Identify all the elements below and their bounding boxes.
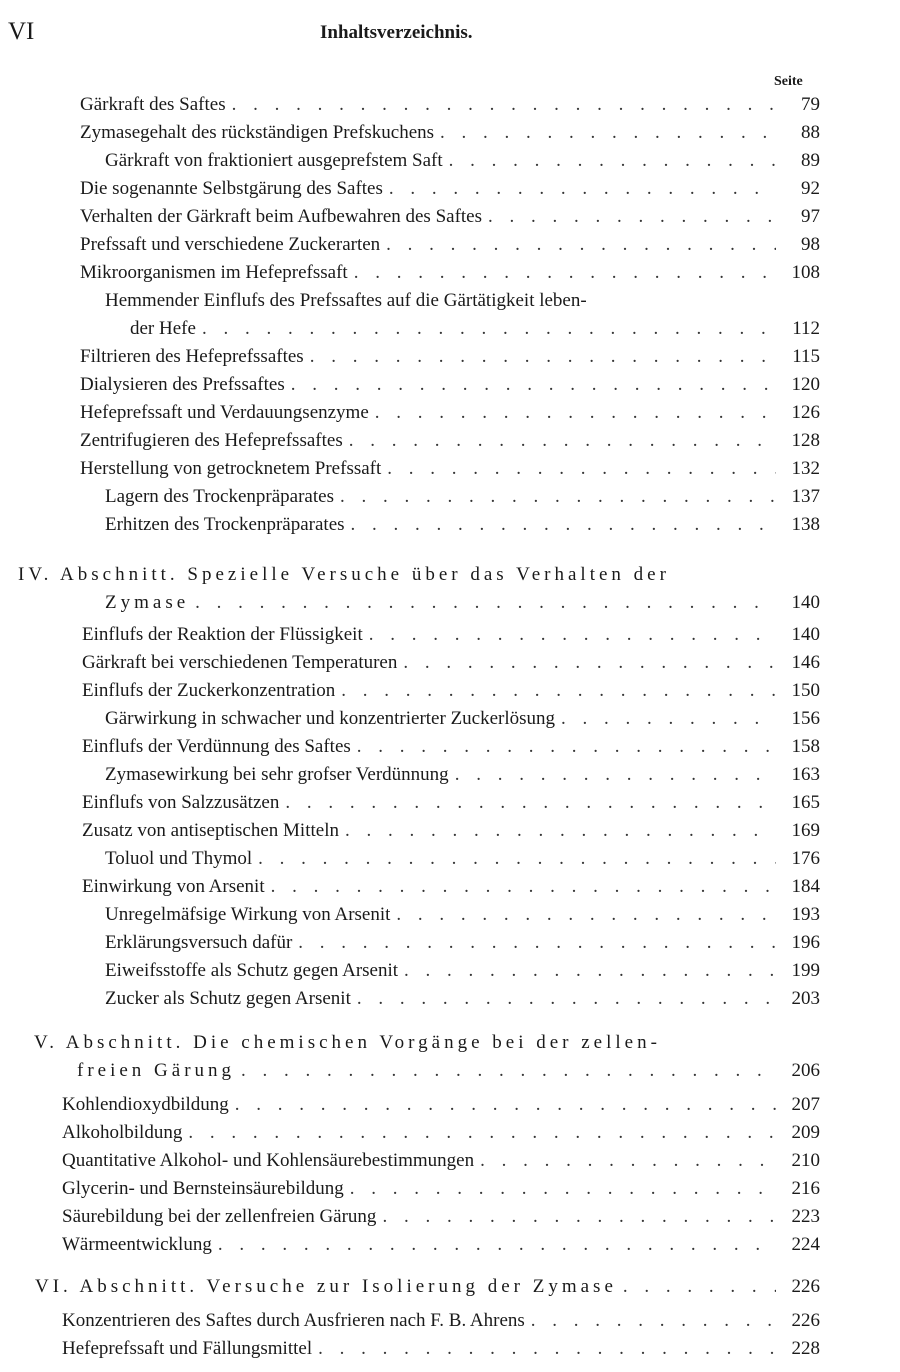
dot-leader: [443, 148, 776, 174]
toc-entry-page: 169: [791, 820, 820, 841]
toc-entry-page: 207: [791, 1094, 820, 1115]
toc-entry-page: 184: [791, 876, 820, 897]
toc-entry-title: Gärkraft bei verschiedenen Temperaturen: [82, 652, 398, 673]
dot-leader: [380, 232, 776, 258]
toc-entry: [105, 958, 820, 984]
toc-entry-page: 108: [791, 262, 820, 283]
page-number: VI: [8, 18, 35, 45]
toc-entry: [105, 148, 820, 174]
toc-entry: [62, 1336, 820, 1362]
toc-entry: [80, 176, 820, 202]
toc-entry-title: Einflufs der Zuckerkonzentration: [82, 680, 336, 701]
toc-entry: [82, 622, 820, 648]
dot-leader: [381, 456, 776, 482]
toc-entry: [105, 288, 790, 314]
dot-leader: [339, 818, 776, 844]
toc-entry-page: 97: [801, 206, 820, 227]
dot-leader: [345, 512, 776, 538]
toc-entry-page: 128: [791, 430, 820, 451]
toc-entry: [105, 846, 820, 872]
dot-leader: [189, 590, 776, 616]
toc-entry-page: 120: [791, 374, 820, 395]
toc-entry: [105, 762, 820, 788]
toc-entry: [105, 902, 820, 928]
dot-leader: [285, 372, 776, 398]
toc-entry-title: Alkoholbildung: [62, 1122, 183, 1143]
dot-leader: [376, 1204, 776, 1230]
dot-leader: [304, 344, 776, 370]
toc-entry-title: Einflufs der Reaktion der Flüssigkeit: [82, 624, 363, 645]
toc-entry-title: Einflufs von Salzzusätzen: [82, 792, 280, 813]
toc-entry-page: 115: [792, 346, 820, 367]
toc-entry-page: 138: [791, 514, 820, 535]
toc-entry: [62, 1232, 820, 1258]
toc-entry-title: Toluol und Thymol: [105, 848, 253, 869]
dot-leader: [398, 958, 776, 984]
toc-entry: [82, 874, 820, 900]
toc-entry: [77, 1058, 820, 1084]
toc-entry-page: 228: [791, 1338, 820, 1359]
toc-entry: [105, 512, 820, 538]
toc-entry-page: 163: [791, 764, 820, 785]
dot-leader: [351, 734, 776, 760]
toc-entry: [80, 372, 820, 398]
toc-entry-page: 150: [791, 680, 820, 701]
dot-leader: [344, 1176, 776, 1202]
toc-entry: [62, 1176, 820, 1202]
toc-entry-page: 224: [791, 1234, 820, 1255]
dot-leader: [279, 790, 776, 816]
toc-entry-page: 206: [791, 1060, 820, 1081]
toc-entry-page: 176: [791, 848, 820, 869]
toc-entry-title: Hefeprefssaft und Verdauungsenzyme: [80, 402, 369, 423]
toc-entry-page: 158: [791, 736, 820, 757]
toc-entry-page: 140: [791, 624, 820, 645]
dot-leader: [397, 650, 776, 676]
toc-entry-title: Die sogenannte Selbstgärung des Saftes: [80, 178, 383, 199]
toc-entry: [34, 1030, 790, 1056]
toc-entry-title: Gärkraft des Saftes: [80, 94, 226, 115]
dot-leader: [525, 1308, 776, 1334]
toc-entry-page: 92: [801, 178, 820, 199]
toc-entry-title: V. Abschnitt. Die chemischen Vorgänge bei der zellen-: [34, 1032, 661, 1053]
toc-entry-title: Unregelmäfsige Wirkung von Arsenit: [105, 904, 391, 925]
toc-entry: [80, 344, 820, 370]
dot-leader: [292, 930, 776, 956]
toc-entry-title: VI. Abschnitt. Versuche zur Isolierung der Zymase: [35, 1276, 617, 1297]
toc-entry: [82, 734, 820, 760]
toc-entry-title: Verhalten der Gärkraft beim Aufbewahren des Saftes: [80, 206, 483, 227]
toc-entry: [80, 92, 820, 118]
toc-entry-title: Zymasegehalt des rückständigen Prefskuchens: [80, 122, 435, 143]
toc-entry-title: Zucker als Schutz gegen Arsenit: [105, 988, 351, 1009]
toc-entry: [82, 818, 820, 844]
dot-leader: [229, 1092, 776, 1118]
toc-entry-page: 89: [801, 150, 820, 171]
toc-entry-title: Mikroorganismen im Hefeprefssaft: [80, 262, 348, 283]
toc-entry: [62, 1120, 820, 1146]
dot-leader: [383, 176, 776, 202]
dot-leader: [226, 92, 776, 118]
toc-entry: [80, 232, 820, 258]
toc-entry: [82, 790, 820, 816]
toc-entry: [62, 1308, 820, 1334]
dot-leader: [482, 204, 776, 230]
toc-entry-title: Kohlendioxydbildung: [62, 1094, 229, 1115]
toc-entry-title: Erhitzen des Trockenpräparates: [105, 514, 345, 535]
dot-leader: [235, 1058, 776, 1084]
toc-entry-title: Zymase: [105, 592, 190, 613]
seite-label: Seite: [774, 74, 803, 89]
toc-entry: [62, 1204, 820, 1230]
running-title: Inhaltsverzeichnis.: [320, 22, 473, 43]
toc-entry: [105, 484, 820, 510]
toc-entry-page: 209: [791, 1122, 820, 1143]
toc-entry: [82, 678, 820, 704]
dot-leader: [348, 260, 776, 286]
toc-entry-title: Zentrifugieren des Hefeprefssaftes: [80, 430, 343, 451]
toc-entry-page: 193: [791, 904, 820, 925]
dot-leader: [434, 120, 776, 146]
toc-entry-page: 216: [791, 1178, 820, 1199]
dot-leader: [351, 986, 776, 1012]
dot-leader: [334, 484, 776, 510]
toc-entry-page: 137: [791, 486, 820, 507]
toc-entry-title: Erklärungsversuch dafür: [105, 932, 293, 953]
toc-entry-page: 203: [791, 988, 820, 1009]
toc-entry-page: 126: [791, 402, 820, 423]
dot-leader: [369, 400, 776, 426]
toc-entry-title: Filtrieren des Hefeprefssaftes: [80, 346, 304, 367]
toc-entry-title: Einflufs der Verdünnung des Saftes: [82, 736, 351, 757]
toc-entry-title: Prefssaft und verschiedene Zuckerarten: [80, 234, 381, 255]
toc-entry-title: Glycerin- und Bernsteinsäurebildung: [62, 1178, 344, 1199]
toc-entry-page: 79: [801, 94, 820, 115]
toc-entry: [105, 986, 820, 1012]
dot-leader: [474, 1148, 776, 1174]
toc-entry: [62, 1092, 820, 1118]
toc-entry-title: Hefeprefssaft und Fällungsmittel: [62, 1338, 313, 1359]
toc-entry: [80, 260, 820, 286]
toc-entry: [62, 1148, 820, 1174]
dot-leader: [252, 846, 776, 872]
toc-entry: [130, 316, 820, 342]
toc-entry-page: 199: [791, 960, 820, 981]
toc-entry: [80, 428, 820, 454]
toc-entry: [105, 706, 820, 732]
toc-entry-title: Gärwirkung in schwacher und konzentrierter Zuckerlösung: [105, 708, 556, 729]
toc-entry-page: 156: [791, 708, 820, 729]
toc-entry-page: 132: [791, 458, 820, 479]
toc-entry-title: Säurebildung bei der zellenfreien Gärung: [62, 1206, 377, 1227]
toc-entry-page: 226: [791, 1276, 820, 1297]
dot-leader: [617, 1274, 776, 1300]
toc-entry-page: 226: [791, 1310, 820, 1331]
toc-entry-page: 146: [791, 652, 820, 673]
toc-entry: [35, 1274, 820, 1300]
toc-entry: [82, 650, 820, 676]
toc-entry: [80, 120, 820, 146]
toc-entry-title: Dialysieren des Prefssaftes: [80, 374, 285, 395]
toc-entry: [80, 456, 820, 482]
toc-entry-title: Zymasewirkung bei sehr grofser Verdünnung: [105, 764, 449, 785]
toc-entry-page: 165: [791, 792, 820, 813]
toc-entry-title: Gärkraft von fraktioniert ausgeprefstem Saft: [105, 150, 443, 171]
toc-entry-page: 88: [801, 122, 820, 143]
toc-entry-page: 210: [791, 1150, 820, 1171]
dot-leader: [196, 316, 776, 342]
toc-entry-title: Einwirkung von Arsenit: [82, 876, 265, 897]
toc-entry-page: 112: [792, 318, 820, 339]
dot-leader: [555, 706, 776, 732]
dot-leader: [335, 678, 776, 704]
toc-entry-title: Konzentrieren des Saftes durch Ausfrieren nach F. B. Ahrens: [62, 1310, 525, 1331]
toc-entry-page: 223: [791, 1206, 820, 1227]
toc-entry-title: Herstellung von getrocknetem Prefssaft: [80, 458, 382, 479]
toc-entry-title: Zusatz von antiseptischen Mitteln: [82, 820, 339, 841]
toc-entry-title: Quantitative Alkohol- und Kohlensäurebestimmungen: [62, 1150, 475, 1171]
toc-entry-title: Lagern des Trockenpräparates: [105, 486, 334, 507]
dot-leader: [212, 1232, 776, 1258]
toc-entry: [105, 590, 820, 616]
dot-leader: [312, 1336, 776, 1362]
toc-entry-title: Eiweifsstoffe als Schutz gegen Arsenit: [105, 960, 399, 981]
toc-entry: [105, 930, 820, 956]
toc-entry-page: 140: [791, 592, 820, 613]
toc-entry-title: Hemmender Einflufs des Prefssaftes auf die Gärtätigkeit leben-: [105, 290, 587, 311]
toc-entry-page: 196: [791, 932, 820, 953]
dot-leader: [265, 874, 776, 900]
dot-leader: [390, 902, 776, 928]
dot-leader: [343, 428, 776, 454]
toc-entry-title: Wärmeentwicklung: [62, 1234, 212, 1255]
toc-entry-title: freien Gärung: [77, 1060, 236, 1081]
toc-entry: [80, 204, 820, 230]
toc-entry-title: der Hefe: [130, 318, 196, 339]
dot-leader: [363, 622, 776, 648]
toc-entry: [18, 562, 790, 588]
toc-entry-page: 98: [801, 234, 820, 255]
dot-leader: [449, 762, 776, 788]
toc-entry-title: IV. Abschnitt. Spezielle Versuche über das Verhalten der: [18, 564, 670, 585]
dot-leader: [182, 1120, 776, 1146]
toc-entry: [80, 400, 820, 426]
